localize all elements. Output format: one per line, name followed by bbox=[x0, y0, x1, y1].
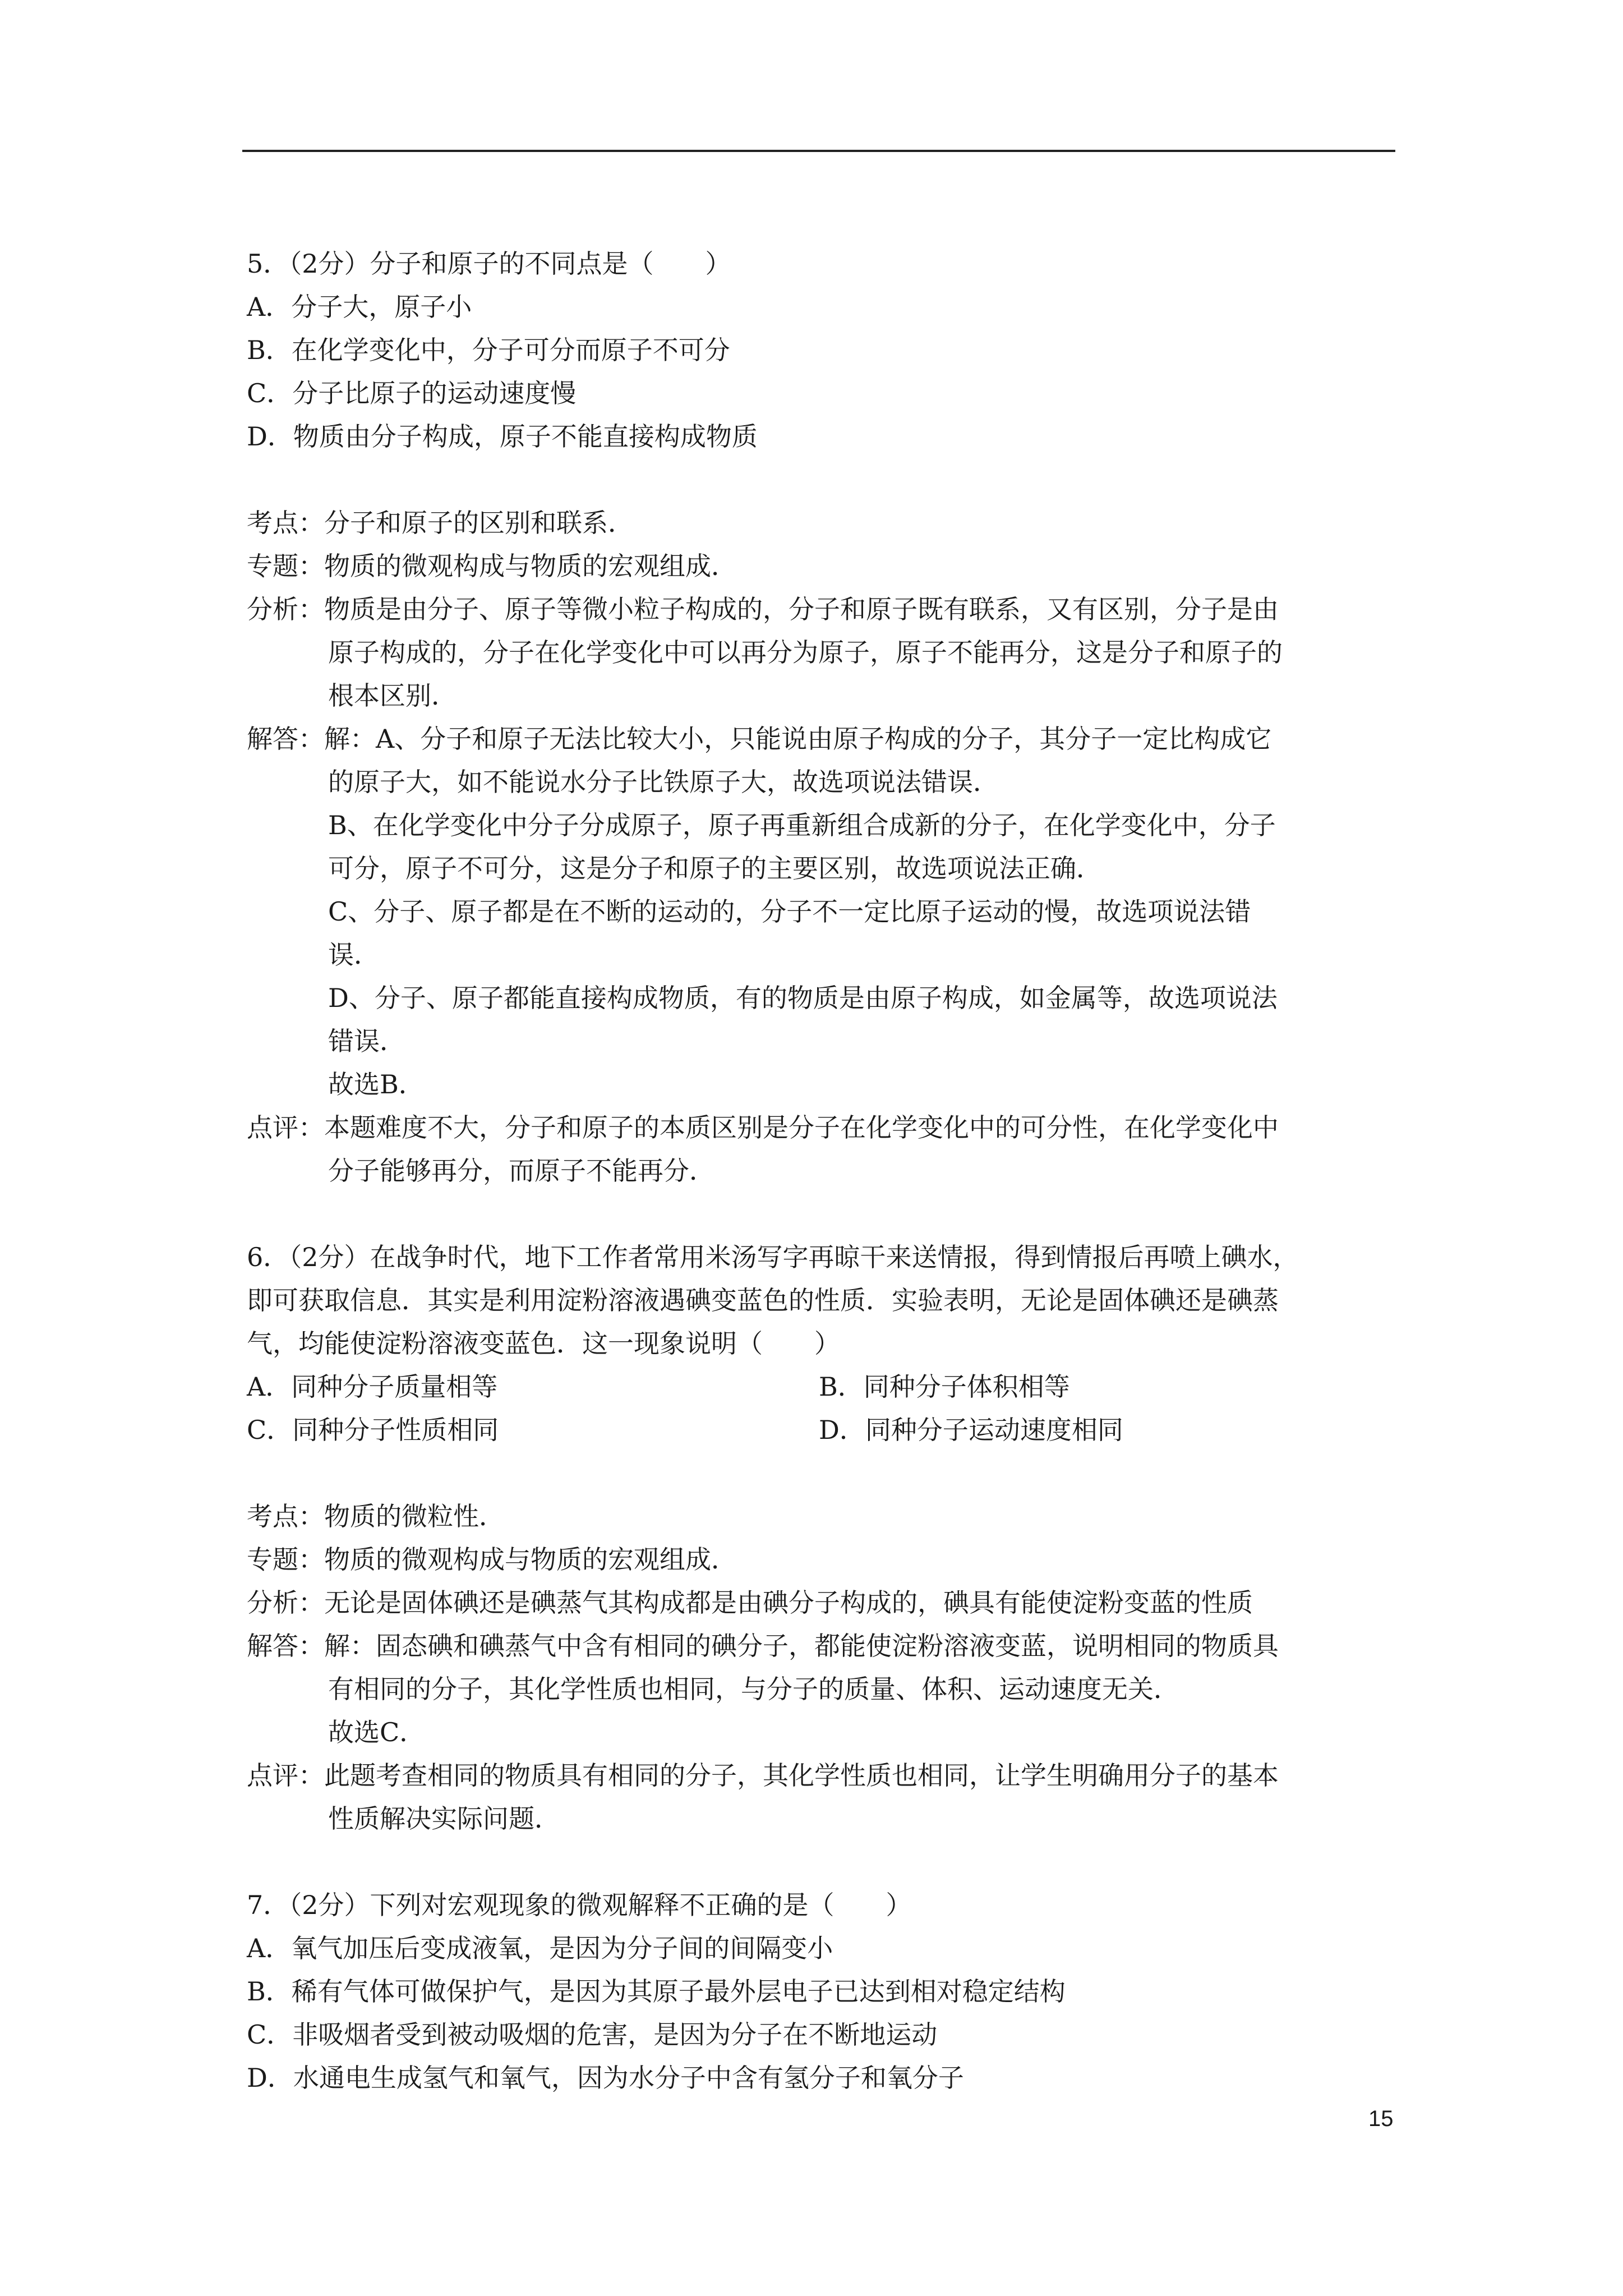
q5-jieda-b: B、在化学变化中分子分成原子，原子再重新组合成新的分子，在化学变化中，分子 bbox=[328, 810, 1276, 840]
q5-fenxi-cont: 根本区别． bbox=[328, 680, 457, 711]
q5-fenxi: 分析：物质是由分子、原子等微小粒子构成的，分子和原子既有联系，又有区别，分子是由 bbox=[247, 594, 1279, 624]
q5-dianping: 点评：本题难度不大，分子和原子的本质区别是分子在化学变化中的可分性，在化学变化中 bbox=[247, 1112, 1279, 1143]
q6-jieda-cont: 有相同的分子，其化学性质也相同，与分子的质量、体积、运动速度无关． bbox=[328, 1674, 1179, 1704]
q6-jieda: 解答：解：固态碘和碘蒸气中含有相同的碘分子，都能使淀粉溶液变蓝，说明相同的物质具 bbox=[247, 1631, 1279, 1661]
q5-option-c: C．分子比原子的运动速度慢 bbox=[247, 378, 577, 408]
q6-option-c: C．同种分子性质相同 bbox=[247, 1415, 499, 1445]
q6-dianping: 点评：此题考查相同的物质具有相同的分子，其化学性质也相同，让学生明确用分子的基本 bbox=[247, 1760, 1279, 1791]
q7-option-b: B．稀有气体可做保护气，是因为其原子最外层电子已达到相对稳定结构 bbox=[247, 1976, 1066, 2007]
q6-dianping-cont: 性质解决实际问题． bbox=[328, 1803, 560, 1834]
q7-option-d: D．水通电生成氢气和氧气，因为水分子中含有氢分子和氧分子 bbox=[247, 2063, 964, 2093]
q5-option-d: D．物质由分子构成，原子不能直接构成物质 bbox=[247, 421, 758, 452]
q5-jieda-d-cont: 错误． bbox=[328, 1026, 405, 1056]
q5-option-a: A．分子大，原子小 bbox=[247, 292, 472, 322]
q6-option-b: B．同种分子体积相等 bbox=[819, 1372, 1070, 1402]
q5-answer: 故选B． bbox=[328, 1069, 425, 1099]
q5-stem: 5．（2分）分子和原子的不同点是（ ） bbox=[247, 249, 731, 279]
q6-kaodian: 考点：物质的微粒性． bbox=[247, 1501, 505, 1531]
q7-stem: 7．（2分）下列对宏观现象的微观解释不正确的是（ ） bbox=[247, 1890, 912, 1920]
q5-jieda-d: D、分子、原子都能直接构成物质，有的物质是由原子构成，如金属等，故选项说法 bbox=[328, 983, 1278, 1013]
q6-stem-line: 即可获取信息．其实是利用淀粉溶液遇碘变蓝色的性质．实验表明，无论是固体碘还是碘蒸 bbox=[247, 1285, 1279, 1315]
q6-option-a: A．同种分子质量相等 bbox=[247, 1372, 498, 1402]
q6-stem-line: 6．（2分）在战争时代，地下工作者常用米汤写字再晾干来送情报，得到情报后再喷上碘水， bbox=[247, 1242, 1299, 1272]
q5-jieda-cont: 的原子大，如不能说水分子比铁原子大，故选项说法错误． bbox=[328, 767, 999, 797]
q5-fenxi-cont: 原子构成的，分子在化学变化中可以再分为原子，原子不能再分，这是分子和原子的 bbox=[328, 637, 1283, 668]
q5-dianping-cont: 分子能够再分，而原子不能再分． bbox=[328, 1156, 715, 1186]
q6-answer: 故选C． bbox=[328, 1717, 426, 1747]
q7-option-a: A．氧气加压后变成液氧，是因为分子间的间隔变小 bbox=[247, 1933, 833, 1963]
q5-jieda-c-cont: 误． bbox=[328, 940, 380, 970]
q5-jieda-c: C、分子、原子都是在不断的运动的，分子不一定比原子运动的慢，故选项说法错 bbox=[328, 896, 1251, 927]
q6-option-d: D．同种分子运动速度相同 bbox=[819, 1415, 1123, 1445]
q6-zhuanti: 专题：物质的微观构成与物质的宏观组成． bbox=[247, 1544, 737, 1575]
q7-option-c: C．非吸烟者受到被动吸烟的危害，是因为分子在不断地运动 bbox=[247, 2019, 938, 2050]
q6-fenxi: 分析：无论是固体碘还是碘蒸气其构成都是由碘分子构成的，碘具有能使淀粉变蓝的性质 bbox=[247, 1588, 1253, 1618]
q5-jieda-b-cont: 可分，原子不可分，这是分子和原子的主要区别，故选项说法正确． bbox=[328, 853, 1102, 884]
page-number: 15 bbox=[1368, 2106, 1394, 2131]
q5-option-b: B．在化学变化中，分子可分而原子不可分 bbox=[247, 335, 730, 365]
q5-kaodian: 考点：分子和原子的区别和联系． bbox=[247, 508, 634, 538]
q5-zhuanti: 专题：物质的微观构成与物质的宏观组成． bbox=[247, 551, 737, 581]
q6-stem-line: 气，均能使淀粉溶液变蓝色．这一现象说明（ ） bbox=[247, 1328, 840, 1359]
header-rule bbox=[242, 150, 1395, 152]
q5-jieda: 解答：解：A、分子和原子无法比较大小，只能说由原子构成的分子，其分子一定比构成它 bbox=[247, 724, 1272, 754]
